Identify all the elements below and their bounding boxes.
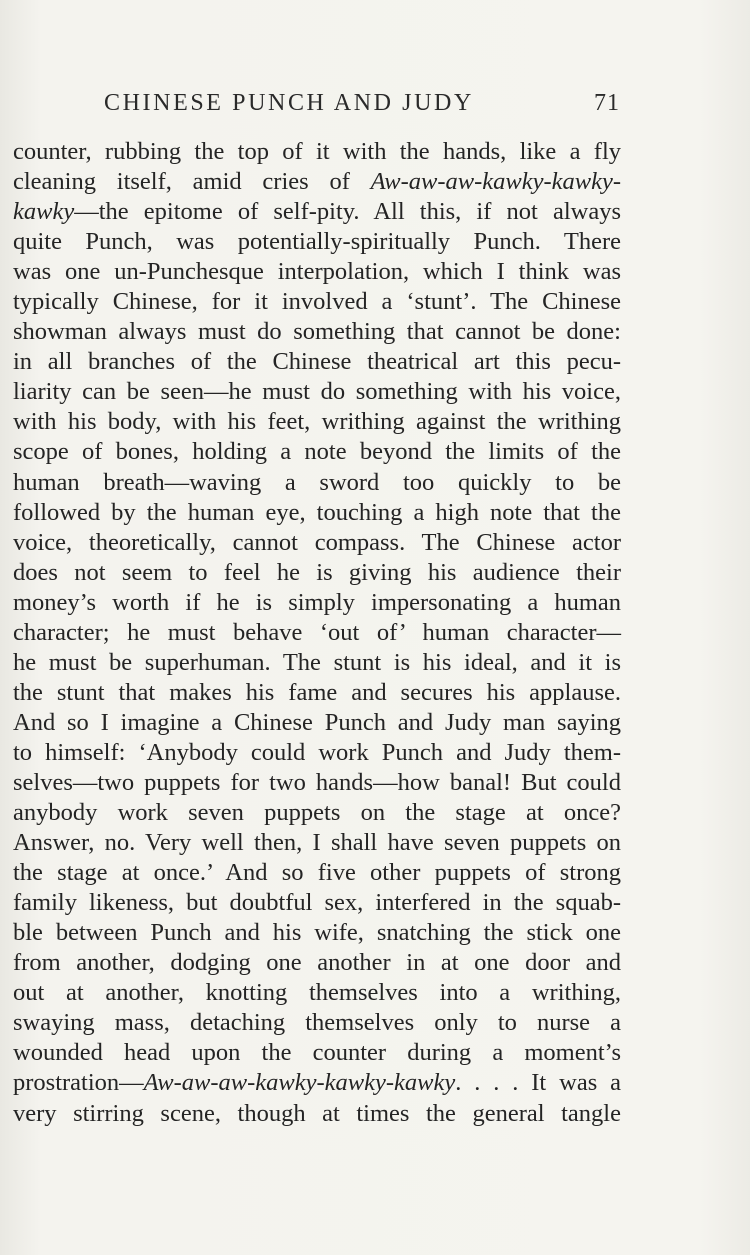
text-line — [13, 317, 621, 347]
text-segment: the stage at once.’ And so five other puppets of strong — [13, 859, 621, 887]
text-segment: liarity can be seen—he must do something with his voice, — [13, 378, 621, 406]
text-segment: prostration— — [13, 1069, 144, 1097]
text-segment: typically Chinese, for it involved a ‘stunt’. The Chinese — [13, 288, 621, 316]
page-number: 71 — [594, 90, 620, 116]
italic-text-segment: Aw-aw-aw-kawky-kawky-kawky — [143, 1069, 456, 1097]
text-segment: And so I imagine a Chinese Punch and Judy man saying — [13, 708, 621, 736]
text-line — [13, 888, 621, 918]
text-line — [13, 918, 621, 948]
text-segment: followed by the human eye, touching a high note that the — [13, 498, 621, 526]
text-segment: very stirring scene, though at times the general tangle — [13, 1099, 621, 1127]
text-segment: scope of bones, holding a note beyond the limits of the — [13, 438, 621, 466]
text-line — [13, 468, 621, 498]
running-title: CHINESE PUNCH AND JUDY — [104, 90, 474, 116]
text-line — [13, 798, 621, 828]
text-segment: out at another, knotting themselves into a writhing, — [13, 979, 621, 1007]
text-line — [13, 768, 621, 798]
text-segment: wounded head upon the counter during a moment’s — [13, 1039, 621, 1067]
text-line — [13, 828, 621, 858]
text-segment: quite Punch, was potentially-spiritually Punch. There — [13, 228, 621, 256]
text-segment: he must be superhuman. The stunt is his ideal, and it is — [13, 648, 621, 676]
text-segment: in all branches of the Chinese theatrical art this pecu- — [13, 348, 621, 376]
text-line — [13, 1008, 621, 1038]
text-line — [13, 738, 621, 768]
text-segment: money’s worth if he is simply impersonating a human — [13, 588, 621, 616]
text-line — [13, 347, 621, 377]
text-line — [13, 437, 621, 467]
text-line — [13, 498, 621, 528]
text-segment: to himself: ‘Anybody could work Punch and Judy them- — [13, 738, 621, 766]
text-segment: the stunt that makes his fame and secures his applause. — [13, 678, 621, 706]
text-line — [13, 407, 621, 437]
text-line — [13, 648, 621, 678]
text-line — [13, 287, 621, 317]
text-segment: family likeness, but doubtful sex, interfered in the squab- — [13, 889, 621, 917]
text-segment: selves—two puppets for two hands—how banal! But could — [13, 768, 621, 796]
text-segment: —the epitome of self-pity. All this, if not always — [74, 198, 621, 226]
text-segment: cleaning itself, amid cries of — [13, 168, 371, 196]
text-line — [13, 1038, 621, 1068]
text-line — [13, 528, 621, 558]
body-text — [13, 137, 621, 1129]
text-line — [13, 558, 621, 588]
text-line — [13, 167, 621, 197]
italic-text-segment: Aw-aw-aw-kawky-kawky- — [370, 168, 621, 196]
text-segment: . . . . It was a — [455, 1069, 621, 1097]
text-segment: character; he must behave ‘out of’ human character— — [13, 618, 621, 646]
text-line — [13, 678, 621, 708]
text-segment: anybody work seven puppets on the stage at once? — [13, 799, 621, 827]
text-line — [13, 257, 621, 287]
text-line — [13, 197, 621, 227]
text-line — [13, 1099, 621, 1129]
text-line — [13, 708, 621, 738]
text-segment: was one un-Punchesque interpolation, which I think was — [13, 258, 621, 286]
text-line — [13, 978, 621, 1008]
text-segment: counter, rubbing the top of it with the hands, like a fly — [13, 138, 621, 165]
page-header — [104, 90, 624, 126]
text-line — [13, 137, 621, 167]
text-segment: human breath—waving a sword too quickly to be — [13, 468, 621, 496]
text-line — [13, 948, 621, 978]
text-segment: ble between Punch and his wife, snatching the stick one — [13, 919, 621, 947]
text-line — [13, 377, 621, 407]
text-segment: swaying mass, detaching themselves only to nurse a — [13, 1009, 621, 1037]
text-line — [13, 618, 621, 648]
text-segment: voice, theoretically, cannot compass. The Chinese actor — [13, 528, 621, 556]
text-segment: showman always must do something that cannot be done: — [13, 318, 621, 346]
text-line — [13, 588, 621, 618]
text-line — [13, 1068, 621, 1098]
text-segment: with his body, with his feet, writhing against the writhing — [13, 408, 621, 436]
text-segment: does not seem to feel he is giving his audience their — [13, 558, 621, 586]
text-segment: Answer, no. Very well then, I shall have seven puppets on — [13, 829, 621, 857]
text-segment: from another, dodging one another in at one door and — [13, 949, 621, 977]
text-line — [13, 858, 621, 888]
text-line — [13, 227, 621, 257]
italic-text-segment: kawky — [13, 198, 75, 226]
